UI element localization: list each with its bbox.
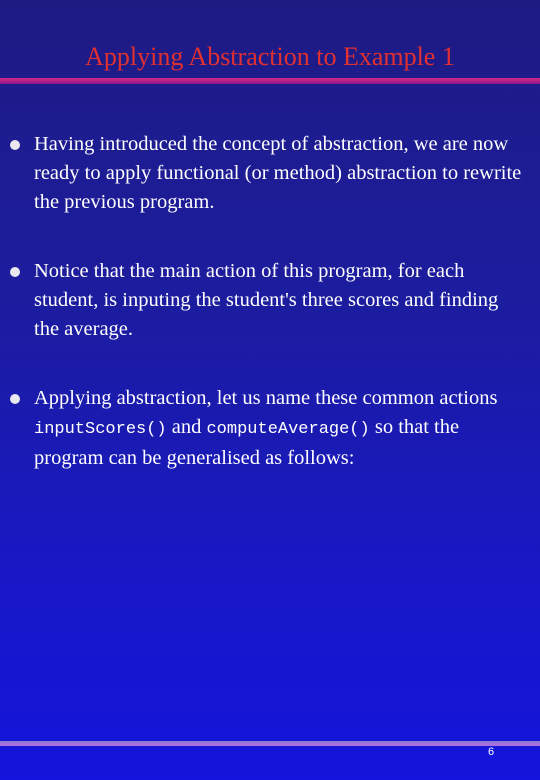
code-compute-average: computeAverage() — [206, 420, 370, 439]
page-number: 6 — [488, 746, 495, 758]
bullet-icon — [10, 267, 20, 277]
bullet-text-3-part-3: so that the program can be generalised as follows: — [34, 416, 460, 469]
bullet-text-3-part-1: Applying abstraction, let us name these common actions — [34, 387, 498, 409]
bullet-text-2: Notice that the main action of this program, for each student, is inputing the student's three scores and finding the average. — [34, 260, 499, 340]
footer-divider — [0, 741, 540, 746]
bullet-icon — [10, 394, 20, 404]
bullet-icon — [10, 140, 20, 150]
bullet-text-3 — [34, 384, 526, 473]
slide-title: Applying Abstraction to Example 1 — [85, 42, 455, 71]
code-input-scores: inputScores() — [34, 420, 167, 439]
bullet-text-1: Having introduced the concept of abstraction, we are now ready to apply functional (or method) abstraction to rewrite the previous program. — [34, 133, 522, 213]
bullet-text-3-part-2: and — [166, 416, 207, 438]
title-divider — [0, 78, 540, 84]
